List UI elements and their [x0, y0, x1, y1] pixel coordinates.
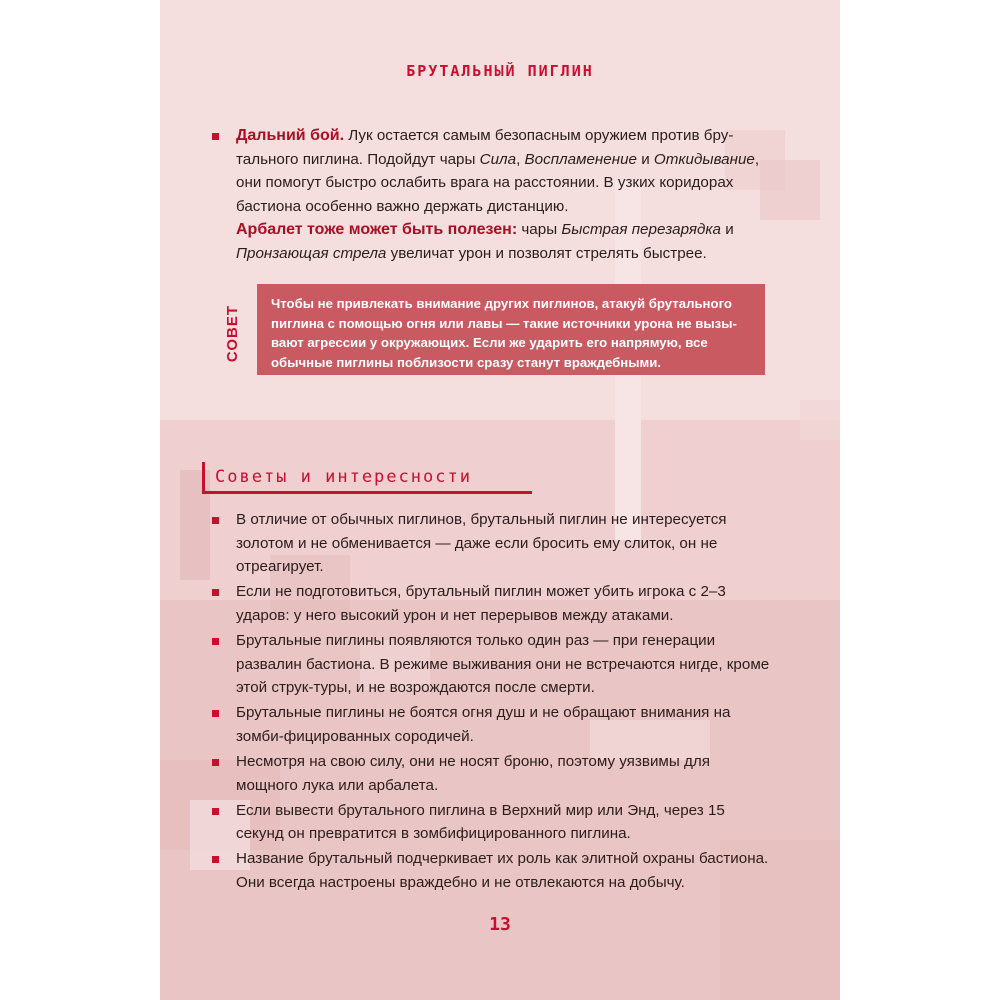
ranged-combat-section [212, 124, 772, 266]
bullet-square-icon [212, 638, 219, 645]
running-header: БРУТАЛЬНЫЙ ПИГЛИН [406, 62, 594, 80]
tip-text: В отличие от обычных пиглинов, брутальный пиглин не интересуется золотом и не обменивается — даже если бросить ему слиток, он не отреагирует. [236, 511, 727, 576]
bullet-square-icon [212, 856, 219, 863]
page-number: 13 [489, 914, 511, 935]
enchant-quick-charge: Быстрая перезарядка [561, 221, 721, 239]
tip-text: Брутальные пиглины появляются только один раз — при генерации развалин бастиона. В режиме выживания они не встречаются нигде, кроме этой струк-туры, и не возрождаются после смерти. [236, 631, 770, 697]
enchant-flame: Воспламенение [524, 150, 637, 168]
page-content [160, 0, 840, 1000]
bullet-square-icon [212, 589, 219, 596]
enchant-punch: Откидывание [653, 150, 755, 168]
text-run: и [720, 221, 734, 239]
ranged-combat-lead: Дальний бой. [236, 127, 345, 144]
ranged-combat-paragraph [236, 124, 772, 266]
text-run: чары [517, 221, 562, 239]
list-item [212, 847, 772, 894]
list-item [212, 799, 772, 846]
advice-box: Чтобы не привлекать внимание других пиглинов, атакуй брутального пиглина с помощью огня или лавы — такие источники урона не вызы-вают агрессии у окружающих. Если же ударить его напрямую, все обычные пиглины поблизости сразу станут враждебными. [257, 284, 765, 375]
enchant-strength: Сила [479, 150, 517, 168]
bullet-square-icon [212, 710, 219, 717]
list-item [212, 580, 772, 627]
bullet-square-icon [212, 808, 219, 815]
text-run: и [636, 150, 654, 168]
text-run: Лук остается самым безопасным оружием против бру-тального пиглина. Подойдут чары [236, 127, 734, 168]
tips-section-heading [202, 462, 532, 494]
bullet-square-icon [212, 759, 219, 766]
tip-text: Несмотря на свою силу, они не носят броню, поэтому уязвимы для мощного лука или арбалета. [236, 752, 710, 794]
tip-text: Название брутальный подчеркивает их роль как элитной охраны бастиона. Они всегда настроены враждебно и не отвлекаются на добычу. [236, 850, 769, 891]
crossbow-lead: Арбалет тоже может быть полезен: [236, 221, 518, 239]
list-item [212, 701, 772, 748]
text-run: , [516, 150, 525, 168]
tip-text: Если не подготовиться, брутальный пиглин может убить игрока с 2–3 ударов: у него высокий урон и нет перерывов между атаками. [236, 583, 726, 624]
bullet-square-icon [212, 133, 219, 140]
book-page [160, 0, 840, 1000]
advice-label: СОВЕТ [224, 304, 242, 362]
list-item [212, 508, 772, 579]
bullet-square-icon [212, 517, 219, 524]
tips-list [212, 508, 772, 896]
list-item [212, 750, 772, 797]
tips-heading-text: Советы и интересности [215, 467, 472, 487]
tip-text: Брутальные пиглины не боятся огня душ и не обращают внимания на зомби-фицированных сородичей. [236, 704, 731, 745]
tip-text: Если вывести брутального пиглина в Верхний мир или Энд, через 15 секунд он превратится в зомбифицированного пиглина. [236, 801, 725, 843]
text-run: , они помогут быстро ослабить врага на расстоянии. В узких коридорах бастиона особенно важно держать дистанцию. [236, 150, 760, 215]
enchant-piercing: Пронзающая стрела [236, 244, 387, 262]
list-item [212, 629, 772, 700]
text-run: увеличат урон и позволят стрелять быстрее. [386, 244, 707, 262]
